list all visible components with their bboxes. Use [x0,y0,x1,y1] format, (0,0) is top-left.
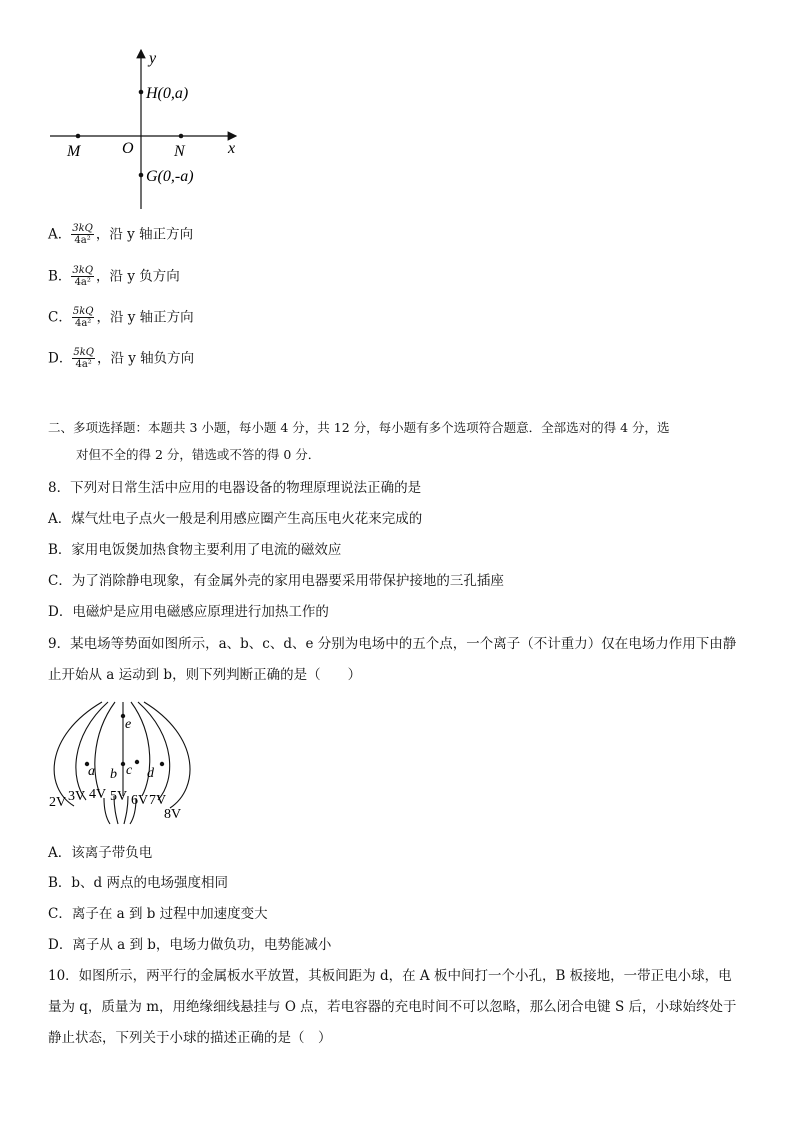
q7-option-c: C． $\frac{5kQ}{\text{4a²}}$ ，沿 y 轴正方向 [48,306,194,329]
q9-stem-line1: 9．某电场等势面如图所示，a、b、c、d、e 分别为电场中的五个点，一个离子（不计重力）仅在电场力作用下由静 [48,636,737,652]
potential-6v-label: 6V [131,793,149,808]
point-b-label: b [110,767,117,782]
potential-3v-label: 3V [68,789,86,804]
point-d-label: d [147,766,154,781]
point-e-label: e [125,717,132,732]
q10-stem-line2: 量为 q，质量为 m，用绝缘细线悬挂与 O 点，若电容器的充电时间不可以忽略，那么闭合电键 S 后，小球始终处于 [48,999,737,1015]
point-h-dot [139,90,144,95]
q8-stem: 8．下列对日常生活中应用的电器设备的物理原理说法正确的是 [48,480,422,496]
point-h-label: H(0,a) [146,85,189,102]
point-g-dot [139,173,144,178]
fraction: $\frac{3kQ}{\text{4a²}}$ [72,223,93,246]
point-n-label: N [174,143,185,160]
potential-8v-label: 8V [164,807,182,822]
q8-option-b: B．家用电饭煲加热食物主要利用了电流的磁效应 [48,542,342,558]
equipotential-figure [44,696,204,834]
section2-header-line1: 二、多项选择题：本题共 3 小题，每小题 4 分，共 12 分，每小题有多个选项符合题意．全部选对的得 4 分，选 [48,420,670,435]
q8-option-d: D．电磁炉是应用电磁感应原理进行加热工作的 [48,604,329,620]
q9-option-d: D．离子从 a 到 b，电场力做负功，电势能减小 [48,937,332,953]
point-n-dot [179,134,184,139]
q8-option-c: C．为了消除静电现象，有金属外壳的家用电器要采用带保护接地的三孔插座 [48,573,504,589]
origin-label: O [122,140,134,157]
q7-option-b: B． $\frac{3kQ}{\text{4a²}}$ ，沿 y 负方向 [48,265,180,288]
fraction: $\frac{5kQ}{\text{4a²}}$ [73,347,94,370]
potential-4v-label: 4V [89,787,107,802]
potential-2v-label: 2V [49,795,67,810]
q9-stem-line2: 止开始从 a 运动到 b，则下列判断正确的是（ ） [48,667,362,683]
q7-option-a: A． $\frac{3kQ}{\text{4a²}}$ ，沿 y 轴正方向 [48,223,194,246]
q10-stem-line1: 10．如图所示，两平行的金属板水平放置，其板间距为 d，在 A 板中间打一个小孔，B 板接地，一带正电小球，电 [48,968,732,984]
fraction: $\frac{5kQ}{\text{4a²}}$ [72,306,94,329]
x-axis-label: x [228,140,236,157]
coordinate-figure [40,44,260,214]
point-m-label: M [67,143,81,160]
point-c-label: c [126,763,133,778]
point-d-dot [160,762,164,766]
potential-7v-label: 7V [149,793,167,808]
potential-5v-label: 5V [110,789,128,804]
section2-header-line2: 对但不全的得 2 分，错选或不答的得 0 分． [76,447,321,462]
q9-option-c: C．离子在 a 到 b 过程中加速度变大 [48,906,268,922]
q10-stem-line3: 静止状态，下列关于小球的描述正确的是（ ） [48,1030,332,1046]
q9-option-a: A．该离子带负电 [48,845,153,861]
fraction: $\frac{3kQ}{\text{4a²}}$ [72,265,94,288]
q8-option-a: A．煤气灶电子点火一般是利用感应圈产生高压电火花来完成的 [48,511,423,527]
point-c-dot [135,760,139,764]
point-m-dot [76,134,81,139]
equipotential-6v [131,702,150,796]
point-b-dot [121,762,125,766]
equipotential-7v [138,702,170,800]
q9-option-b: B．b、d 两点的电场强度相同 [48,875,228,891]
q7-option-d: D． $\frac{5kQ}{\text{4a²}}$ ，沿 y 轴负方向 [48,347,195,370]
y-axis-label: y [149,50,157,67]
point-a-label: a [88,764,95,779]
point-g-label: G(0,-a) [146,168,194,185]
